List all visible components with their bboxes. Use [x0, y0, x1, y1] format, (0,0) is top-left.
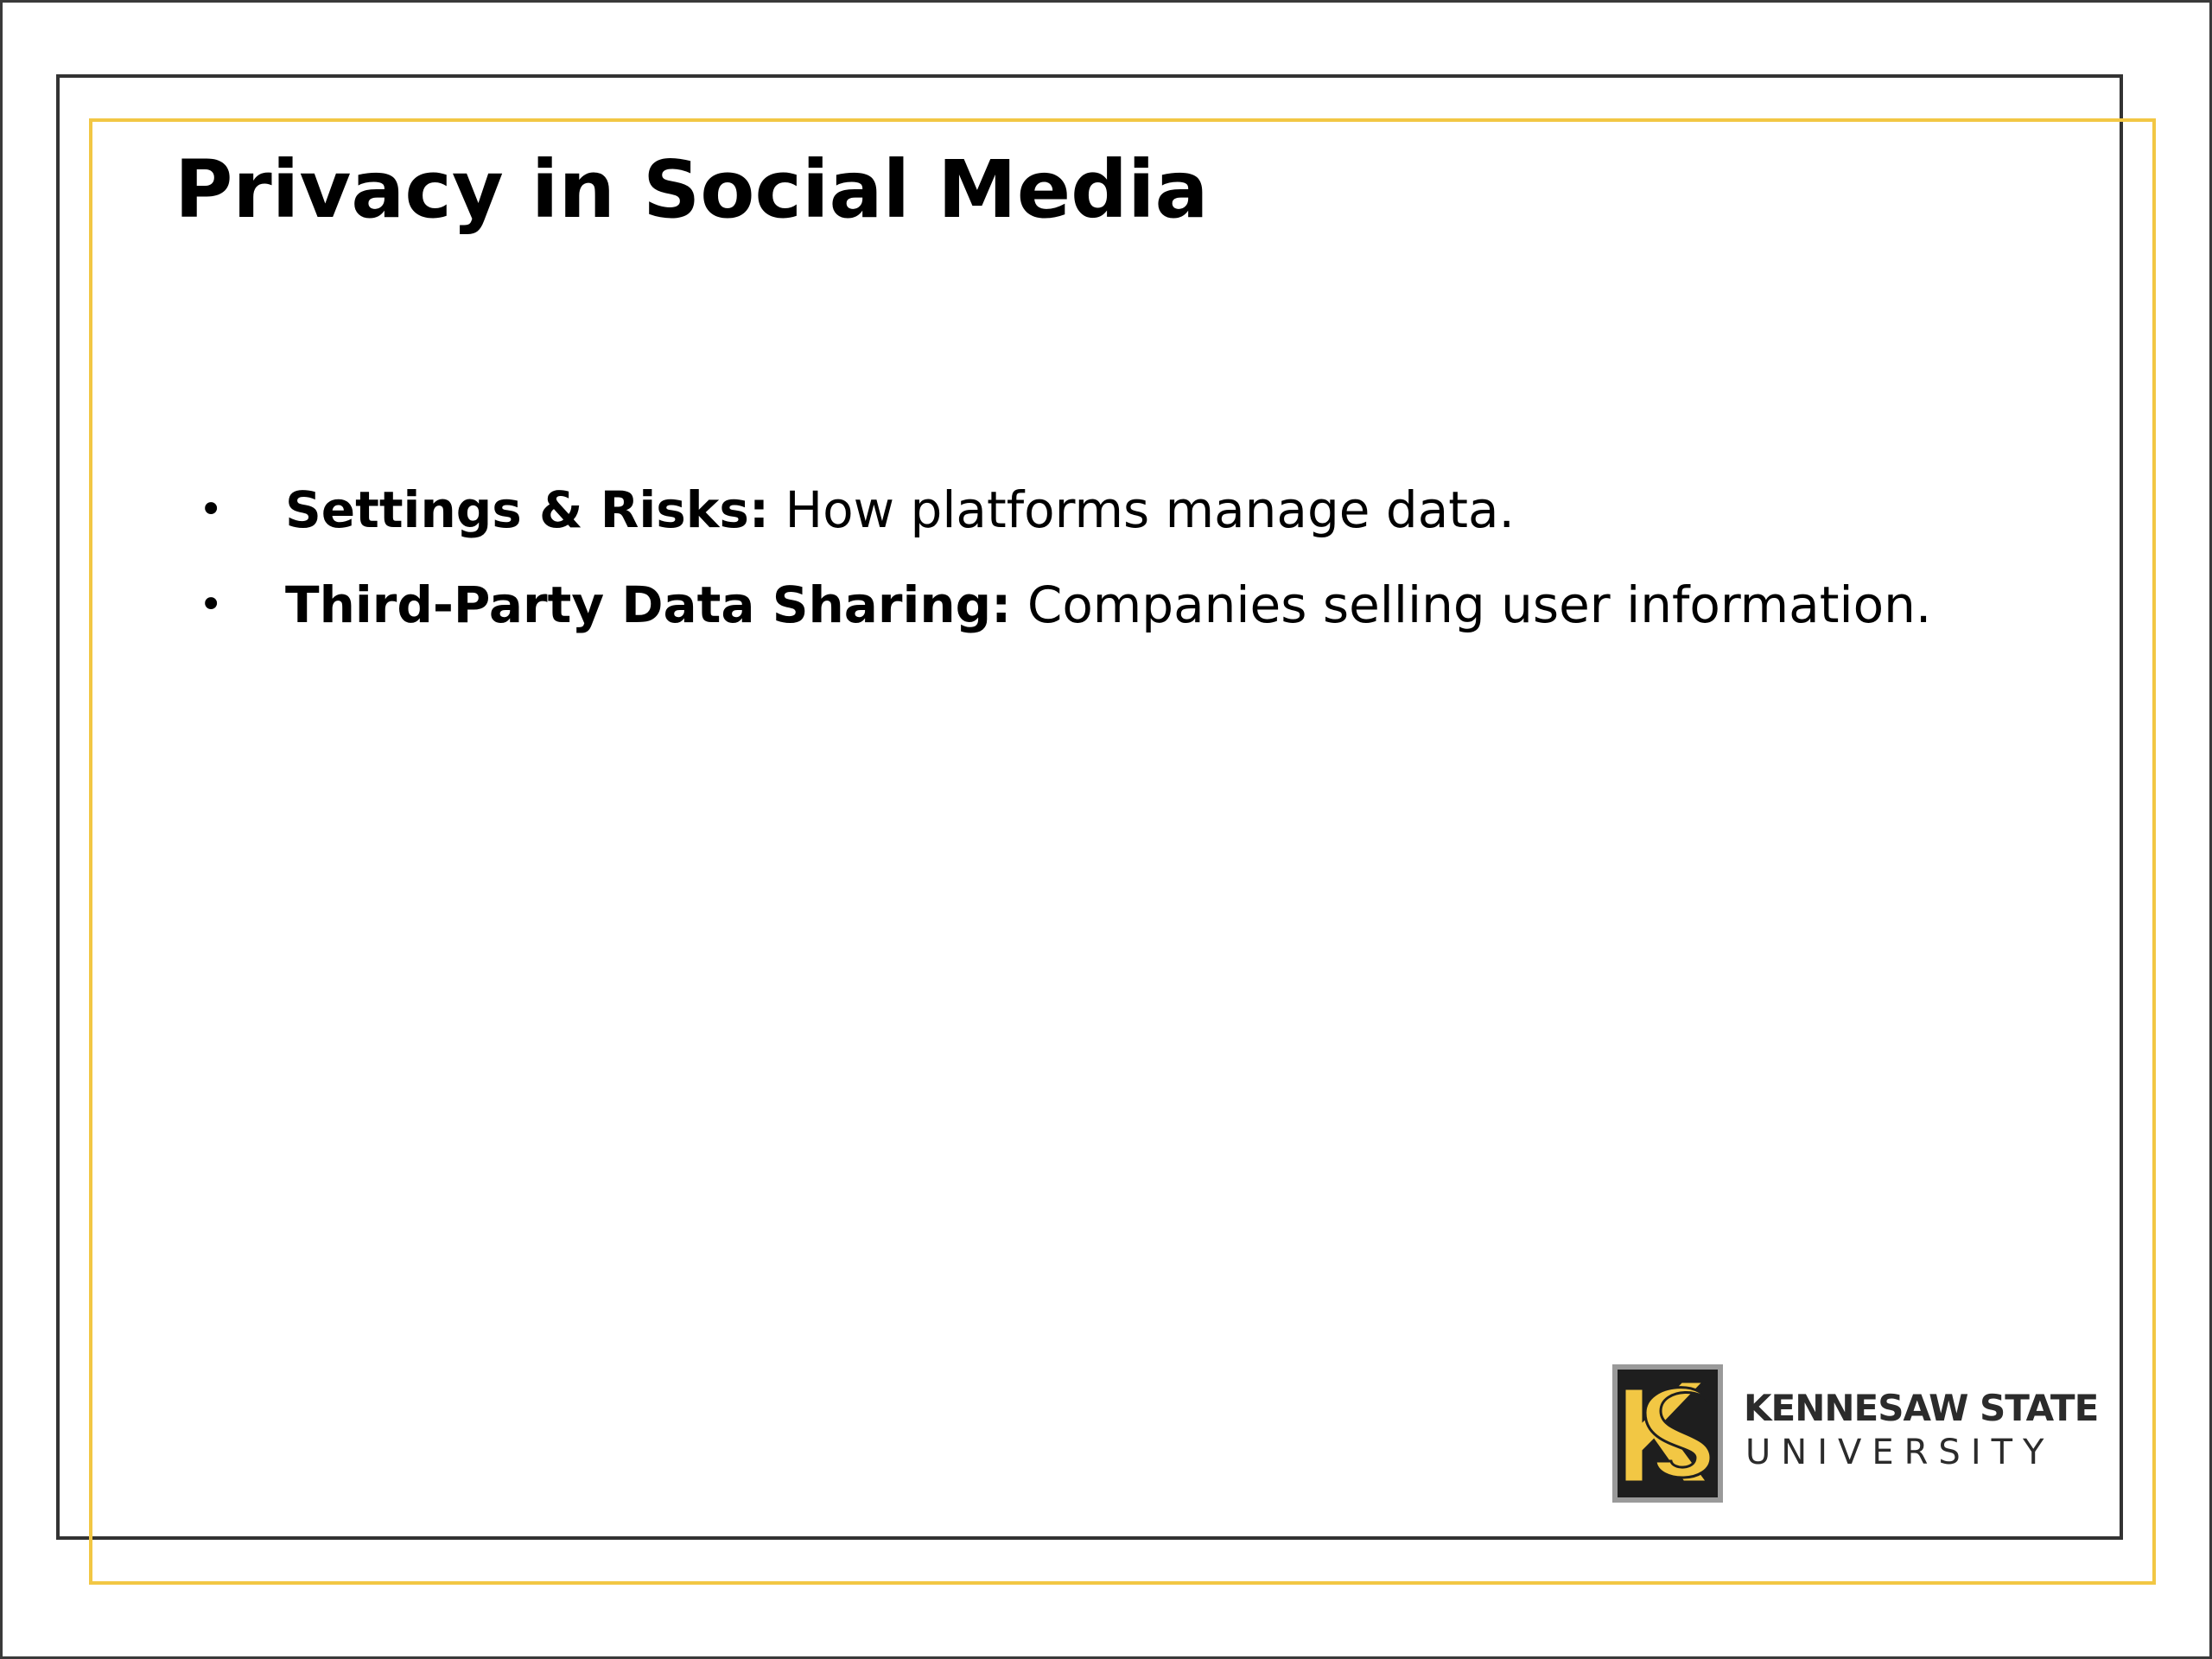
- bullet-text: Companies selling user information.: [1011, 575, 1932, 634]
- bullet-item-settings: [199, 471, 1931, 566]
- bullet-dot-icon: •: [199, 486, 224, 534]
- bullet-dot-icon: •: [199, 581, 224, 629]
- logo-line-2: UNIVERSITY: [1745, 1433, 2055, 1472]
- bullet-term: Third-Party Data Sharing:: [285, 575, 1012, 634]
- bullet-list: [199, 471, 1931, 661]
- ksu-logo: [1609, 1352, 2099, 1508]
- bullet-term: Settings & Risks:: [285, 480, 770, 539]
- logo-line-1: KENNESAW STATE: [1744, 1387, 2099, 1429]
- bullet-text: How platforms manage data.: [769, 480, 1515, 539]
- ksu-monogram-icon: [1609, 1352, 1730, 1508]
- bullet-item-third-party: [199, 566, 1931, 661]
- slide-title: Privacy in Social Media: [175, 143, 1209, 236]
